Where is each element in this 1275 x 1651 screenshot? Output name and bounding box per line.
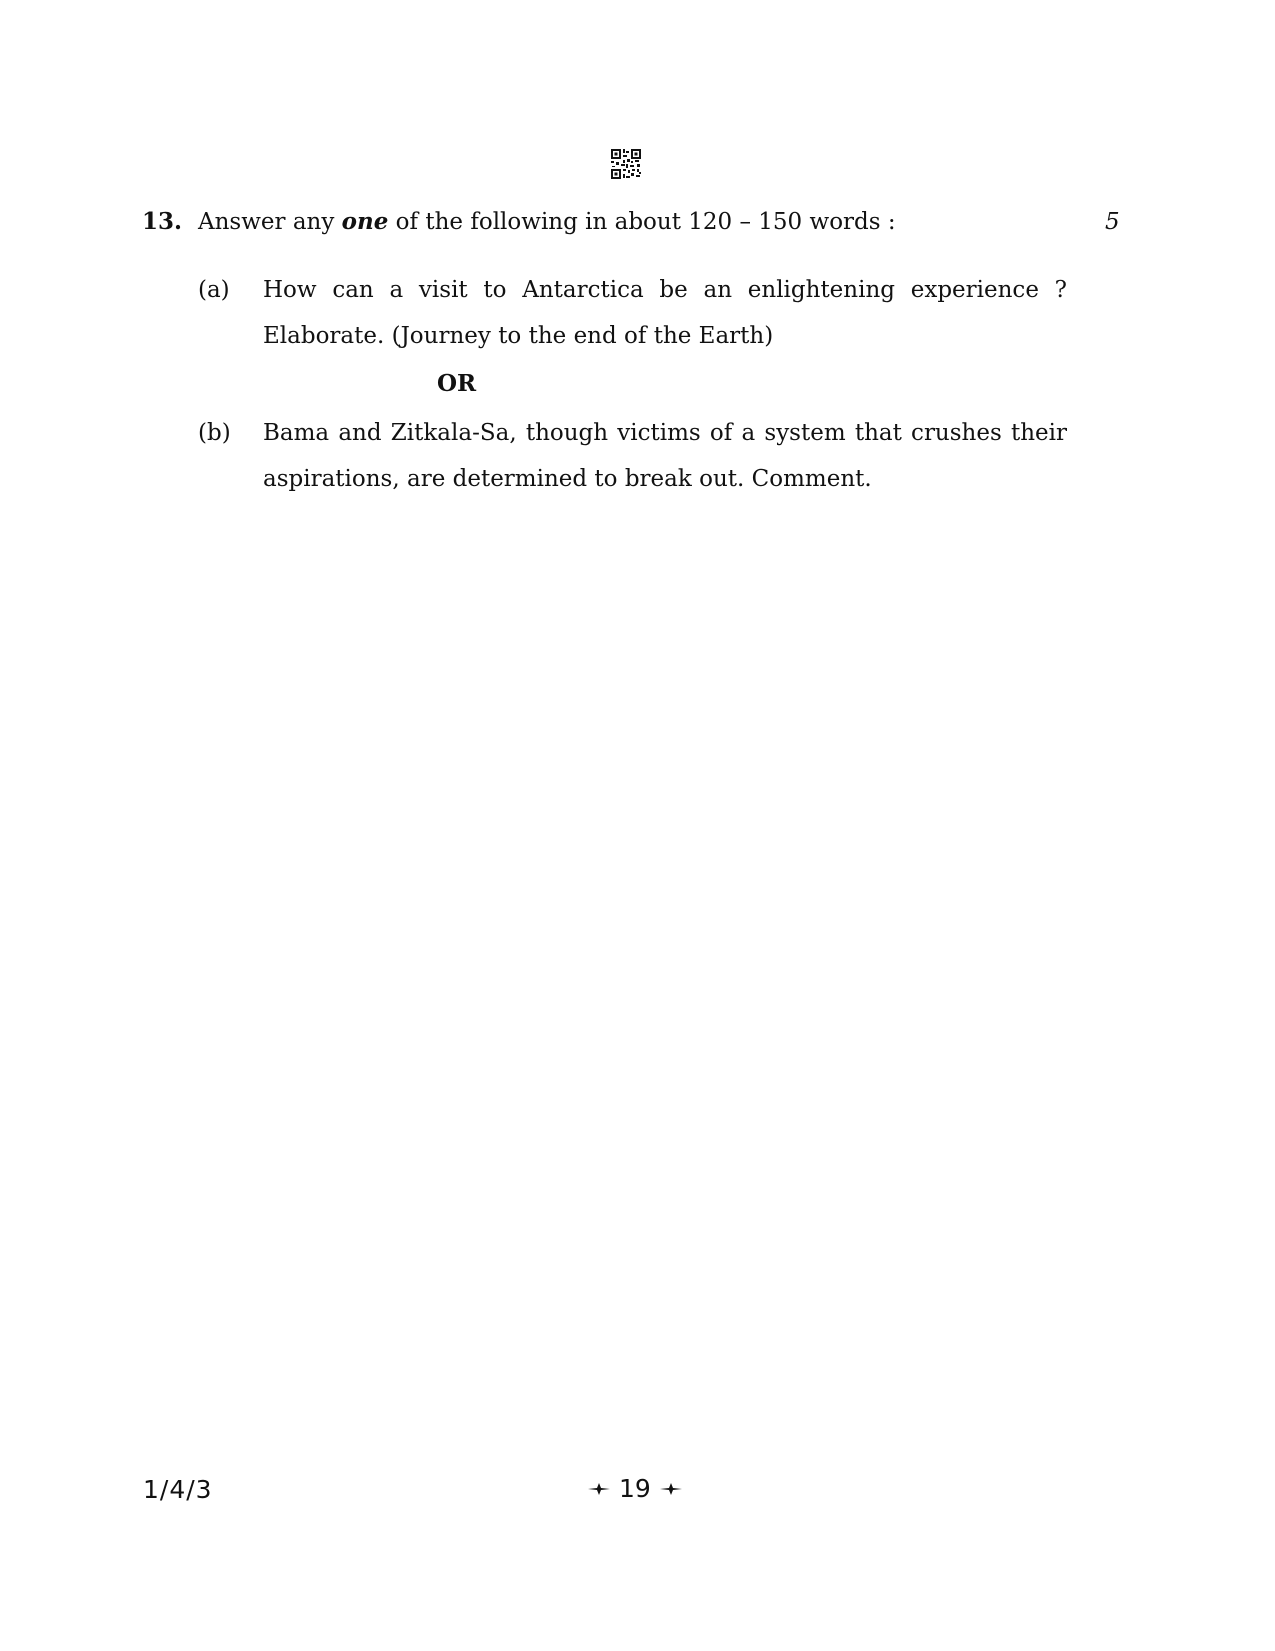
question-marks: 5 (1105, 209, 1120, 235)
question-prompt (198, 207, 896, 237)
option-b-text: Bama and Zitkala-Sa, though victims of a system that crushes their aspirations, are determined to break out. Comment. (263, 420, 1067, 492)
question-prompt-emphasis: one (341, 208, 389, 235)
or-separator: OR (437, 370, 477, 397)
question-prompt-end: of the following in about 120 – 150 words : (388, 209, 896, 235)
question-prompt-start: Answer any (198, 209, 342, 235)
qr-code-icon (610, 148, 642, 180)
option-a-text: How can a visit to Antarctica be an enlightening experience ? Elaborate. (Journey to the end of the Earth) (263, 277, 1067, 349)
question-number: 13. (142, 208, 183, 235)
page-number-block (587, 1474, 683, 1504)
four-point-star-icon (659, 1482, 683, 1496)
option-b-label: (b) (198, 420, 231, 446)
page-number: 19 (619, 1474, 651, 1503)
option-a-label: (a) (198, 277, 230, 303)
paper-code: 1/4/3 (143, 1475, 213, 1504)
four-point-star-icon (587, 1482, 611, 1496)
